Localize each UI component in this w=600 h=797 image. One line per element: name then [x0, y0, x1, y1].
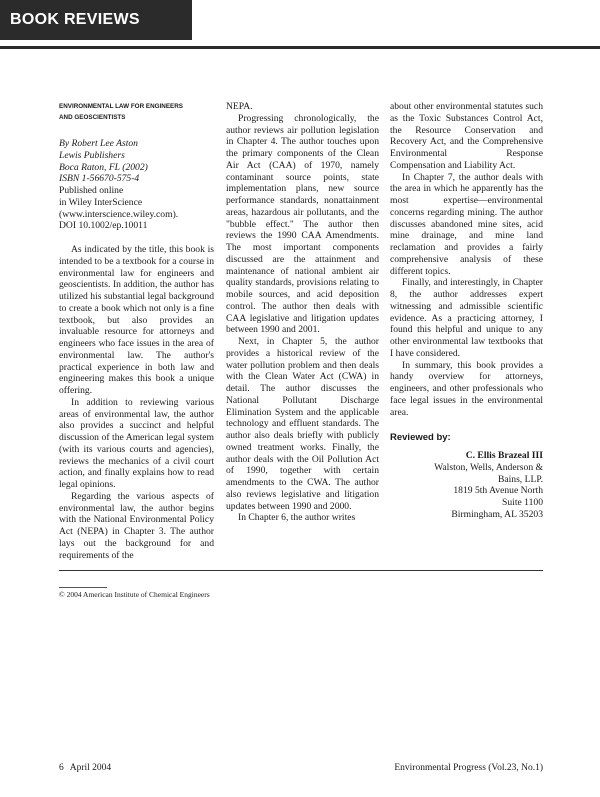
- published-online: Published online: [59, 185, 124, 196]
- review-title-line-1: ENVIRONMENTAL LAW FOR ENGINEERS: [59, 103, 183, 110]
- paragraph: In Chapter 6, the author writes: [238, 512, 356, 524]
- reviewer-firm-cont: Bains, LLP.: [497, 473, 543, 485]
- book-isbn: ISBN 1-56670-575-4: [59, 173, 140, 185]
- issue-date: April 2004: [69, 763, 112, 773]
- paragraph: Finally, and interestingly, in Chapter 8, the author addresses expert witnessing and admissible scientific evidence. As a practicing attorney, I found this helpful and unique to any other environmental law textbooks that I have considered.: [390, 277, 543, 359]
- book-publisher: Lewis Publishers: [59, 149, 125, 161]
- published-in: in Wiley InterScience: [59, 196, 143, 208]
- footnote-rule: [59, 587, 107, 588]
- section-banner: BOOK REVIEWS: [0, 0, 192, 40]
- column-1: [59, 101, 214, 561]
- reviewer-city: Birmingham, AL 35203: [451, 508, 543, 520]
- paragraph: As indicated by the title, this book is intended to be a textbook for a course in environmental law for engineers and geoscientists. In addition, the author has utilized his substantial legal background to create a book which not only is a fine textbook, but also provides an invaluable resource for attorneys and engineers who face issues in the area of environmental law. The author's practical experience in both law and engineering makes this book a unique offering.: [59, 244, 214, 396]
- book-metadata: [59, 138, 214, 232]
- book-place-year: Boca Raton, FL (2002): [59, 161, 148, 173]
- header-rule: [0, 46, 600, 49]
- paragraph: Next, in Chapter 5, the author provides a historical review of the water pollution problem and then deals with the Clean Water Act (CWA) in detail. The author discusses the National Pollutant Discharge Elimination System and the applicable technology and effluent standards. The author also deals briefly with publicly owned treatment works. Finally, the author deals with the Oil Pollution Act of 1990, together with certain amendments to the CWA. The author also reviews legislative and litigation updates between 1990 and 2000.: [226, 336, 379, 512]
- footer-left: [59, 763, 111, 773]
- paragraph: In summary, this book provides a handy overview for attorneys, engineers, and other professionals who face legal issues in the environmental area.: [390, 359, 543, 418]
- journal-name: Environmental Progress (Vol.23, No.1): [394, 763, 543, 773]
- review-title: [59, 101, 214, 123]
- book-author: By Robert Lee Aston: [59, 138, 138, 149]
- reviewer-street: 1819 5th Avenue North: [453, 485, 543, 497]
- paragraph-continued: NEPA.: [226, 101, 253, 112]
- book-doi: DOI 10.1002/ep.10011: [59, 220, 148, 232]
- reviewer-firm: Walston, Wells, Anderson &: [434, 461, 543, 473]
- paragraph: In Chapter 7, the author deals with the area in which he apparently has the most expertise—environmental concerns regarding mining. The author discusses abandoned mine sites, acid mine drainage, and mine land reclamation and provides a fairly comprehensive analysis of these different topics.: [390, 171, 543, 277]
- reviewer-name: C. Ellis Brazeal III: [465, 450, 543, 461]
- paragraph: Regarding the various aspects of environmental law, the author begins with the National Environmental Policy Act (NEPA) in Chapter 3. The author lays out the background for and requirements of the: [59, 490, 214, 561]
- column-3: [390, 101, 543, 521]
- paragraph: Progressing chronologically, the author reviews air pollution legislation in Chapter 4. The author touches upon the primary components of the Clean Air Act (CAA) of 1970, namely contaminant source points, state implementation plans, new source performance standards, nonattainment areas, hazardous air pollutants, and the "bubble effect." The author then reviews the 1990 CAA Amendments. The most important components discussed are the attainment and maintenance of national ambient air quality standards, provisions relating to mobile sources, and acid deposition control. The author then deals with CAA legislative and litigation updates between 1990 and 2001.: [226, 112, 379, 336]
- publisher-url: (www.interscience.wiley.com).: [59, 208, 179, 220]
- paragraph: In addition to reviewing various areas of environmental law, the author also provides a succinct and helpful discussion of the American legal system (with its various courts and agencies), reviews the mechanics of a civil court action, and finally explains how to read legal opinions.: [59, 396, 214, 490]
- paragraph-continued: about other environmental statutes such as the Toxic Substances Control Act, the Resource Conservation and Recovery Act, and the Comprehensive Environmental Response Compensation and Liability Act.: [390, 101, 543, 171]
- review-title-line-2: AND GEOSCIENTISTS: [59, 114, 126, 121]
- article-end-rule: [59, 570, 543, 571]
- page-number: 6: [59, 763, 64, 773]
- reviewed-by-label: Reviewed by:: [390, 432, 451, 444]
- column-2: [226, 101, 379, 524]
- copyright-footnote: © 2004 American Institute of Chemical Engineers: [59, 590, 210, 599]
- reviewer-suite: Suite 1100: [502, 497, 543, 508]
- reviewer-block: [390, 450, 543, 521]
